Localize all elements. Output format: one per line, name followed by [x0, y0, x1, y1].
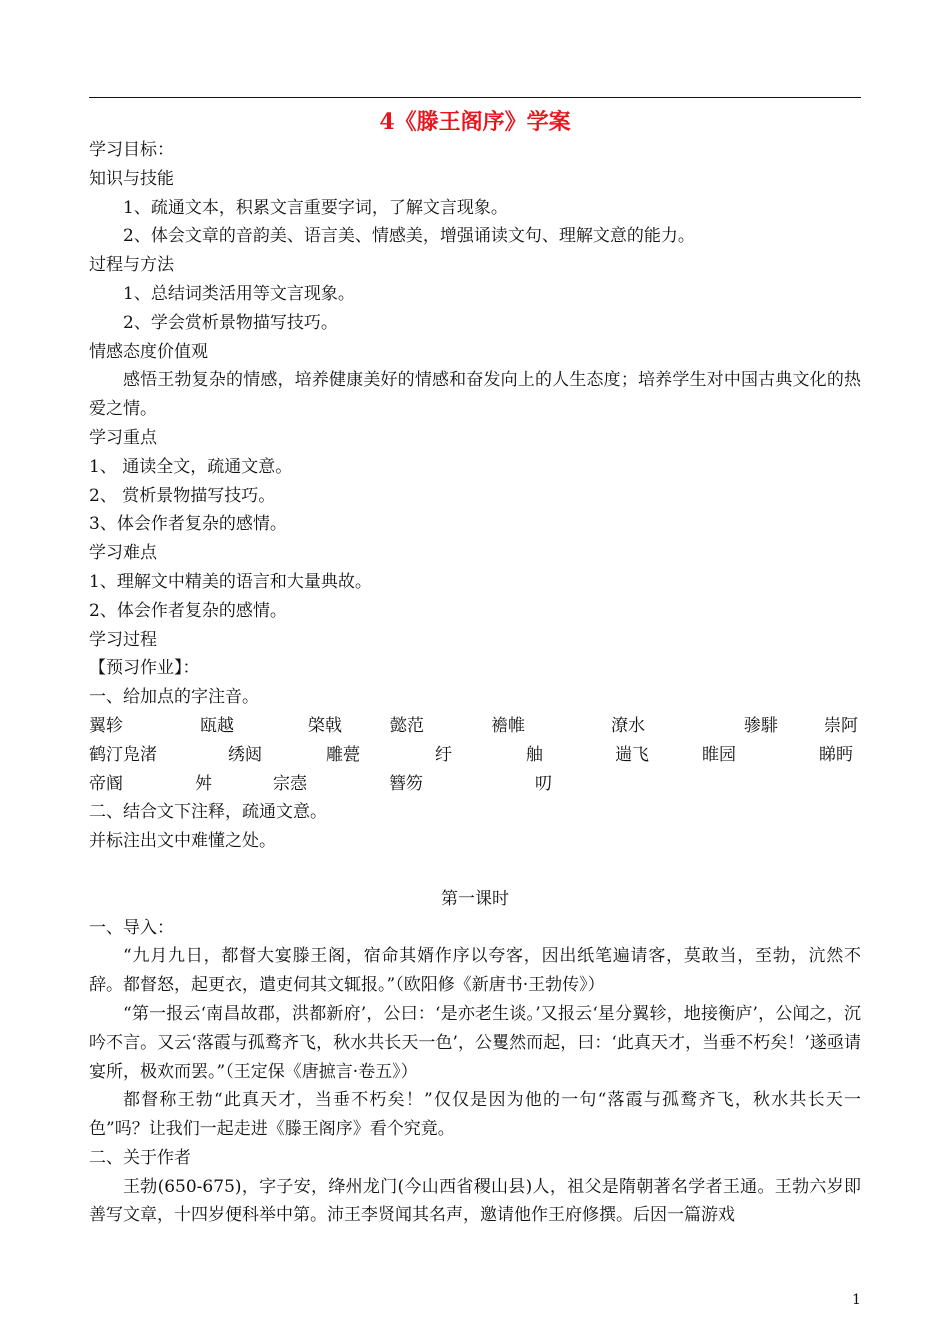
intro-quote-2: “第一报云‘南昌故郡，洪都新府’，公曰：‘是亦老生谈。’又报云‘星分翼轸，地接衡庐’，公闻之，沉吟不言。又云‘落霞与孤鹜齐飞，秋水共长天一色’，公矍然而起，曰：‘此真天才，当垂不朽矣！’遂亟请宴所，极欢而罢。”（王定保《唐摭言·卷五》） [89, 1003, 861, 1082]
key-point-item: 1、 通读全文，疏通文意。 [89, 456, 293, 477]
task-1: 一、给加点的字注音。 [89, 687, 259, 708]
author-paragraph: 王勃(650-675)，字子安，绛州龙门(今山西省稷山县)人，祖父是隋朝著名学者王通。王勃六岁即善写文章，十四岁便科举中第。沛王李贤闻其名声，邀请他作王府修撰。后因一篇游戏 [89, 1176, 861, 1226]
objectives-heading: 学习目标： [89, 140, 174, 160]
char-item: 鹤汀凫渚 [89, 744, 157, 765]
header-rule [89, 97, 861, 98]
char-item: 翼轸 [89, 715, 123, 736]
char-item: 棨戟 [308, 715, 342, 736]
char-item: 雕甍 [326, 744, 360, 765]
intro-heading: 一、导入： [89, 917, 174, 938]
knowledge-item: 2、体会文章的音韵美、语言美、情感美，增强诵读文句、理解文意的能力。 [123, 226, 695, 247]
char-item: 崇阿 [824, 715, 858, 736]
char-item: 懿范 [390, 715, 424, 736]
char-item: 潦水 [611, 715, 645, 736]
key-points-heading: 学习重点 [89, 427, 157, 448]
char-row-3 [89, 770, 861, 799]
char-item: 舳 [526, 744, 543, 765]
knowledge-heading: 知识与技能 [89, 168, 174, 189]
difficulties-heading: 学习难点 [89, 543, 157, 564]
char-item: 宗悫 [273, 773, 307, 794]
task-2-note: 并标注出文中难懂之处。 [89, 831, 276, 852]
char-row-1 [89, 712, 861, 741]
char-item: 睢园 [702, 744, 736, 765]
char-item: 帝阍 [89, 773, 123, 794]
page-title: 4《滕王阁序》学案 [379, 109, 571, 135]
char-item: 遄飞 [615, 744, 649, 765]
char-item: 睇眄 [819, 744, 853, 765]
char-item: 瓯越 [200, 715, 234, 736]
process-item: 1、总结词类活用等文言现象。 [123, 283, 355, 304]
spacer [89, 856, 861, 885]
preview-heading: 【预习作业】： [89, 658, 200, 679]
char-item: 簪笏 [389, 773, 423, 794]
difficulty-item: 2、体会作者复杂的感情。 [89, 600, 287, 621]
process-item: 2、学会赏析景物描写技巧。 [123, 312, 338, 333]
lesson-1-heading: 第一课时 [441, 888, 509, 909]
char-item: 襜帷 [491, 715, 525, 736]
intro-quote-1: “九月九日，都督大宴滕王阁，宿命其婿作序以夸客，因出纸笔遍请客，莫敢当，至勃，沆然不辞。都督怒，起更衣，遣吏伺其文辄报。”（欧阳修《新唐书·王勃传》） [89, 946, 861, 996]
page-number: 1 [852, 1292, 861, 1308]
char-item: 绣闼 [228, 744, 262, 765]
emotion-heading: 情感态度价值观 [89, 341, 208, 362]
knowledge-item: 1、疏通文本，积累文言重要字词，了解文言现象。 [123, 197, 508, 218]
emotion-text: 感悟王勃复杂的情感，培养健康美好的情感和奋发向上的人生态度；培养学生对中国古典文化的热爱之情。 [89, 370, 861, 420]
char-item: 舛 [195, 773, 212, 794]
key-point-item: 2、 赏析景物描写技巧。 [89, 485, 276, 506]
char-item: 纡 [435, 744, 452, 765]
document-body [89, 136, 861, 1230]
key-point-item: 3、体会作者复杂的感情。 [89, 514, 287, 535]
process-heading: 过程与方法 [89, 255, 174, 276]
char-item: 骖騑 [744, 715, 778, 736]
task-2: 二、结合文下注释，疏通文意。 [89, 802, 327, 823]
char-row-2 [89, 741, 861, 770]
author-heading: 二、关于作者 [89, 1147, 191, 1168]
process-section-heading: 学习过程 [89, 629, 157, 650]
char-item: 叨 [535, 773, 552, 794]
difficulty-item: 1、理解文中精美的语言和大量典故。 [89, 571, 372, 592]
intro-paragraph: 都督称王勃“此真天才，当垂不朽矣！”仅仅是因为他的一句“落霞与孤鹜齐飞，秋水共长天一色”吗？让我们一起走进《滕王阁序》看个究竟。 [89, 1090, 861, 1140]
